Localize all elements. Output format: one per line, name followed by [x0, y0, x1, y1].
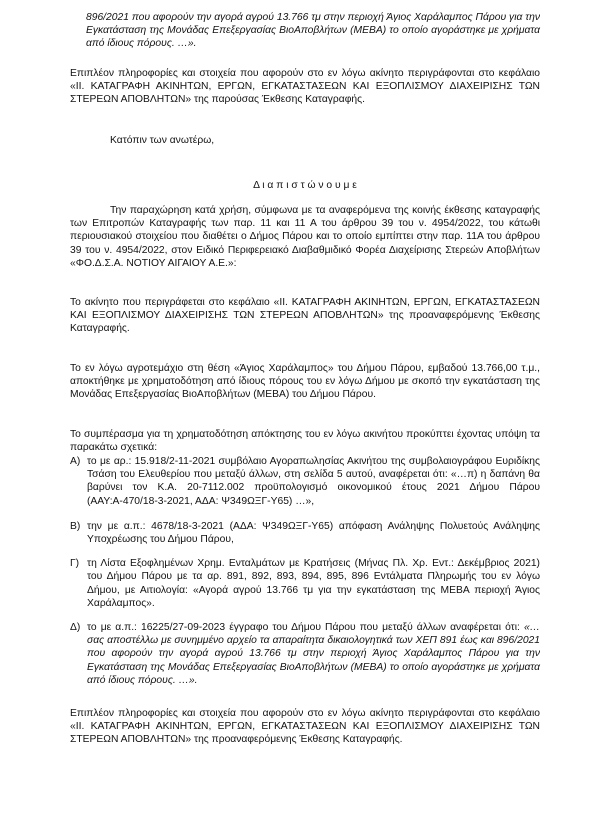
list-item [70, 621, 540, 687]
property-paragraph: Το ακίνητο που περιγράφεται στο κεφάλαιο «ΙΙ. ΚΑΤΑΓΡΑΦΗ ΑΚΙΝΗΤΩΝ, ΕΡΓΩΝ, ΕΓΚΑΤΑΣΤΑΣΕΩΝ ΚΑΙ ΕΞΟΠΛΙΣΜΟΥ ΔΙΑΧΕΙΡΙΣΗΣ ΤΩΝ ΣΤΕΡΕΩΝ ΑΠΟΒΛΗΤΩΝ» της προαναφερόμενης Έκθεσης Καταγραφής. [70, 297, 540, 335]
grant-paragraph: Την παραχώρηση κατά χρήση, σύμφωνα με τα αναφερόμενα της κοινής έκθεσης καταγραφής των Επιτροπών Καταγραφής των παρ. 11 και 11 Α του άρθρου 39 του ν. 4954/2022, του κάτωθι περιουσιακού στοιχείου που διαθέτει ο Δήμος Πάρου και το οποίο εμπίπτει στην παρ. 11Α του άρθρου 39 του ν. 4954/2022, στον Ειδικό Περιφερειακό Διαβαθμιδικό Φορέα Διαχείρισης Στερεών Αποβλήτων «ΦΟ.Δ.Σ.Α. ΝΟΤΙΟΥ ΑΙΓΑΙΟΥ Α.Ε.»: [70, 205, 540, 269]
list-item-text: τη Λίστα Εξοφλημένων Χρημ. Ενταλμάτων με Κρατήσεις (Μήνας Πλ. Χρ. Εντ.: Δεκέμβριος 2021) του Δήμου Πάρου με τα αρ. 891, 892, 893, 894, 895, 896 Εντάλματα Πληρωμής του εν λόγω Δήμου, με Αιτιολογία: «Αγορά αγρού 13.766 τμ για την εγκατάσταση της ΜΕΒΑ περιοχή Άγιος Χαράλαμπος». [87, 558, 540, 609]
list-item-text: το με αρ.: 15.918/2-11-2021 συμβόλαιο Αγοραπωλησίας Ακινήτου της συμβολαιογράφου Ευριδίκης Τσάση του Ελευθερίου που μεταξύ άλλων, στη σελίδα 5 αυτού, αναφέρεται ότι: «…π) η δαπάνη θα βαρύνει τον Κ.Α. 20-7112.002 προϋπολογισμό οικονομικού έτους 2021 Δήμου Πάρου (ΑΑΥ:Α-470/18-3-2021, ΑΔΑ: Ψ349ΩΞΓ-Υ65) …», [87, 456, 540, 507]
list-item [70, 455, 540, 508]
list-item [70, 520, 540, 546]
following-line: Κατόπιν των ανωτέρω, [110, 135, 215, 146]
list-item-text: το με α.π.: 16225/27-09-2023 έγγραφο του Δήμου Πάρου που μεταξύ άλλων αναφέρεται ότι: [87, 622, 520, 634]
list-item-marker: Α) [70, 456, 81, 467]
list-item-marker: Β) [70, 520, 81, 532]
list-item-marker: Δ) [70, 622, 81, 634]
list-item-text: την με α.π.: 4678/18-3-2021 (ΑΔΑ: Ψ349ΩΞΓ-Υ65) απόφαση Ανάληψης Πολυετούς Ανάληψης Υποχρέωσης του Δήμου Πάρου, [87, 520, 540, 546]
list-item-quote: «… σας αποστέλλω με συνημμένο αρχείο τα απαραίτητα δικαιολογητικά των ΧΕΠ 891 έως και 896/2021 που αφορούν την αγορά αγρού 13.766 τμ στην περιοχή Άγιος Χαράλαμπος Πάρου για την Εγκατάσταση της Μονάδας Επεξεργασίας ΒιοΑποβλήτων (ΜΕΒΑ) το οποίο αγοράστηκε με χρήματα από ίδιους πόρους. …». [87, 622, 540, 686]
finding-heading: Δ ι α π ι σ τ ώ ν ο υ μ ε [253, 180, 357, 191]
supporting-documents-list [70, 455, 540, 687]
conclusion-paragraph: Το συμπέρασμα για τη χρηματοδότηση απόκτησης του εν λόγω ακινήτου προκύπτει έχοντας υπόψη τα παρακάτω σχετικά: [70, 429, 540, 454]
list-item-marker: Γ) [70, 558, 80, 570]
list-item-content [87, 621, 540, 687]
further-info-paragraph-1: Επιπλέον πληροφορίες και στοιχεία που αφορούν στο εν λόγω ακίνητο περιγράφονται στο κεφάλαιο «ΙΙ. ΚΑΤΑΓΡΑΦΗ ΑΚΙΝΗΤΩΝ, ΕΡΓΩΝ, ΕΓΚΑΤΑΣΤΑΣΕΩΝ ΚΑΙ ΕΞΟΠΛΙΣΜΟΥ ΔΙΑΧΕΙΡΙΣΗΣ ΤΩΝ ΣΤΕΡΕΩΝ ΑΠΟΒΛΗΤΩΝ» της παρούσας Έκθεσης Καταγραφής. [70, 68, 540, 106]
list-item [70, 557, 540, 610]
quoted-excerpt-continuation: 896/2021 που αφορούν την αγορά αγρού 13.766 τμ στην περιοχή Άγιος Χαράλαμπος Πάρου για την Εγκατάσταση της Μονάδας Επεξεργασίας ΒιοΑποβλήτων (ΜΕΒΑ) το οποίο αγοράστηκε με χρήματα από ίδιους πόρους. …». [86, 12, 540, 50]
further-info-paragraph-2: Επιπλέον πληροφορίες και στοιχεία που αφορούν στο εν λόγω ακίνητο περιγράφονται στο κεφάλαιο «ΙΙ. ΚΑΤΑΓΡΑΦΗ ΑΚΙΝΗΤΩΝ, ΕΡΓΩΝ, ΕΓΚΑΤΑΣΤΑΣΕΩΝ ΚΑΙ ΕΞΟΠΛΙΣΜΟΥ ΔΙΑΧΕΙΡΙΣΗΣ ΤΩΝ ΣΤΕΡΕΩΝ ΑΠΟΒΛΗΤΩΝ» της προαναφερόμενης Έκθεσης Καταγραφής. [70, 708, 540, 746]
field-paragraph: Το εν λόγω αγροτεμάχιο στη θέση «Άγιος Χαράλαμπος» του Δήμου Πάρου, εμβαδού 13.766,00 τ.μ., αποκτήθηκε με χρηματοδότηση από ίδιους πόρους του εν λόγω Δήμου με σκοπό την εγκατάσταση της Μονάδας Επεξεργασίας ΒιοΑποβλήτων (ΜΕΒΑ) του Δήμου Πάρου. [70, 363, 540, 401]
